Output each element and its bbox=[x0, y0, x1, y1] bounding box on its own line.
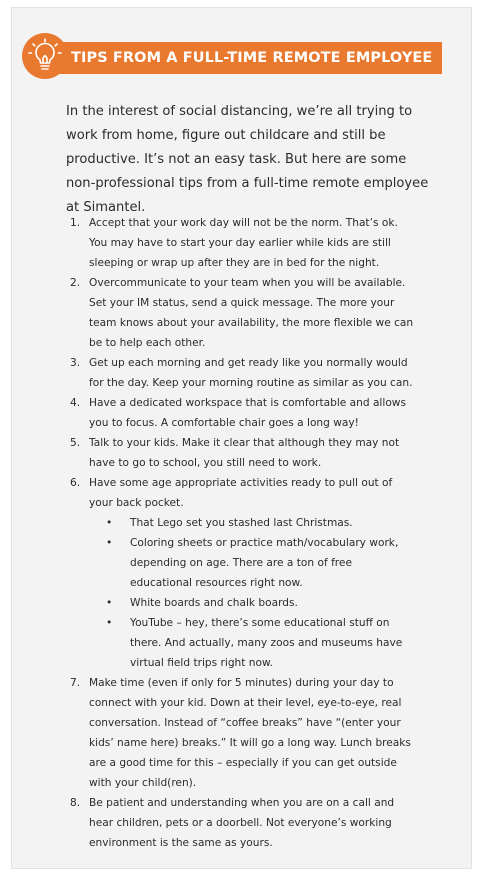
bullet-text: YouTube – hey, there’s some educational stuff on there. And actually, many zoos and museums have virtual field trips right now. bbox=[130, 617, 403, 669]
tip-text: Be patient and understanding when you are on a call and hear children, pets or a doorbell. Not everyone’s working environment is the same as yours. bbox=[89, 797, 395, 849]
tip-item bbox=[66, 213, 416, 273]
bullet-icon: • bbox=[106, 597, 113, 609]
lightbulb-icon bbox=[22, 33, 68, 79]
activity-bullet-item bbox=[106, 533, 416, 593]
bullet-text: White boards and chalk boards. bbox=[130, 597, 298, 609]
bullet-text: Coloring sheets or practice math/vocabulary work, depending on age. There are a ton of free educational resources right now. bbox=[130, 537, 399, 589]
tip-item bbox=[66, 393, 416, 433]
bullet-icon: • bbox=[106, 617, 113, 629]
tip-number: 4. bbox=[70, 397, 81, 409]
activity-bullet-item bbox=[106, 613, 416, 673]
tip-text: Have a dedicated workspace that is comfortable and allows you to focus. A comfortable chair goes a long way! bbox=[89, 397, 406, 429]
bullet-icon: • bbox=[106, 517, 113, 529]
activity-bullet-list bbox=[89, 513, 416, 673]
bullet-icon: • bbox=[106, 537, 113, 549]
tip-text: Accept that your work day will not be the norm. That’s ok. You may have to start your day earlier while kids are still sleeping or wrap up after they are in bed for the night. bbox=[89, 217, 398, 269]
tip-number: 8. bbox=[70, 797, 81, 809]
bullet-text: That Lego set you stashed last Christmas. bbox=[130, 517, 353, 529]
tip-item bbox=[66, 353, 416, 393]
page-title: TIPS FROM A FULL-TIME REMOTE EMPLOYEE bbox=[71, 50, 433, 66]
tips-list bbox=[66, 213, 416, 853]
tip-number: 1. bbox=[70, 217, 81, 229]
tip-item bbox=[66, 473, 416, 673]
header-banner bbox=[59, 42, 442, 74]
tip-text: Have some age appropriate activities ready to pull out of your back pocket. bbox=[89, 477, 393, 509]
tip-number: 5. bbox=[70, 437, 81, 449]
tip-text: Make time (even if only for 5 minutes) during your day to connect with your kid. Down at their level, eye-to-eye, real conversation. Instead of “coffee breaks” have “(enter your kids’ name here) breaks.” It will go a long way. Lunch breaks are a good time for this – especially if you can get outside with your child(ren). bbox=[89, 677, 411, 789]
activity-bullet-item bbox=[106, 513, 416, 533]
tip-text: Overcommunicate to your team when you will be available. Set your IM status, send a quick message. The more your team knows about your availability, the more flexible we can be to help each other. bbox=[89, 277, 414, 349]
tip-number: 7. bbox=[70, 677, 81, 689]
tip-number: 6. bbox=[70, 477, 81, 489]
tip-number: 3. bbox=[70, 357, 81, 369]
tip-item bbox=[66, 273, 416, 353]
tip-item bbox=[66, 673, 416, 793]
tip-item bbox=[66, 433, 416, 473]
tip-text: Get up each morning and get ready like you normally would for the day. Keep your morning routine as similar as you can. bbox=[89, 357, 413, 389]
tip-text: Talk to your kids. Make it clear that although they may not have to go to school, you still need to work. bbox=[89, 437, 400, 469]
tip-number: 2. bbox=[70, 277, 81, 289]
intro-paragraph: In the interest of social distancing, we’re all trying to work from home, figure out childcare and still be productive. It’s not an easy task. But here are some non-professional tips from a full-time remote employee at Simantel. bbox=[66, 104, 429, 215]
tip-item bbox=[66, 793, 416, 853]
activity-bullet-item bbox=[106, 593, 416, 613]
